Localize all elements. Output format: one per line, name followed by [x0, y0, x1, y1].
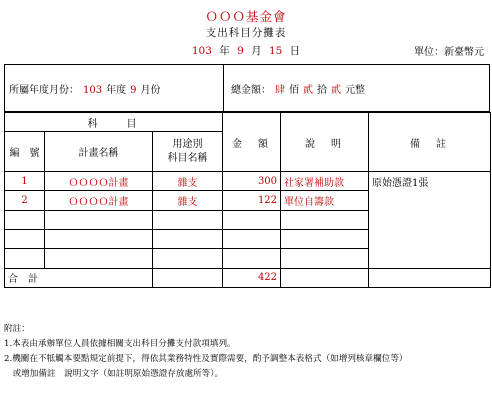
- date-day-unit: 日: [289, 45, 301, 57]
- header-subject: 科 目: [5, 113, 223, 132]
- row-number: 2: [5, 191, 45, 210]
- row-purpose: 雜支: [153, 172, 223, 191]
- header-purpose: [153, 132, 223, 172]
- currency-unit: 單位：新臺幣元: [414, 47, 484, 58]
- info-divider: [223, 65, 224, 111]
- period-month-unit: 月份: [140, 85, 161, 96]
- total-label-cell: 合 計: [5, 268, 153, 287]
- note-line: 1.本表由承辦單位人員依據相關支出科目分攤支付款項填列。: [4, 339, 236, 349]
- row-remarks: 原始憑證1張: [369, 172, 491, 269]
- header-purpose-line2: 科目名稱: [167, 152, 208, 164]
- total-digit-tens: 貳: [303, 85, 313, 96]
- form-title: 支出科目分攤表: [205, 27, 287, 39]
- row-amount: 122: [223, 191, 281, 210]
- total-unit-hundred: 佰: [289, 85, 299, 96]
- row-description: 社家署補助款: [281, 172, 369, 191]
- header-purpose-line1: 用途別: [172, 138, 203, 150]
- row-plan-name: ＯＯＯＯ計畫: [45, 172, 153, 191]
- info-box: [4, 64, 490, 112]
- table-row: [5, 172, 491, 191]
- date-year-unit: 年: [219, 45, 230, 57]
- period-field: [9, 81, 160, 96]
- header-amount: 金 額: [223, 113, 281, 172]
- header-remarks: 備 註: [369, 113, 491, 172]
- total-digit-ones: 貳: [331, 85, 341, 96]
- date-day: 15: [268, 45, 283, 57]
- organization-title: ＯＯＯ基金會: [205, 9, 287, 24]
- header-plan-name: 計畫名稱: [45, 132, 153, 172]
- notes: [4, 322, 488, 382]
- row-plan-name: ＯＯＯＯ計畫: [45, 191, 153, 210]
- row-number: 1: [5, 172, 45, 191]
- total-amount-field: [231, 81, 365, 96]
- total-unit-yuan: 元整: [345, 85, 365, 96]
- note-line: 2.機關在不牴觸本要點規定前提下，得依其業務特性及實際需要，酌予調整本表格式（如增列核章欄位等）: [4, 354, 408, 364]
- period-year: 103: [83, 85, 103, 96]
- notes-heading: 附註：: [4, 324, 30, 334]
- row-description: 單位自籌款: [281, 191, 369, 210]
- total-unit-ten: 拾: [317, 85, 327, 96]
- table-total-row: [5, 268, 491, 287]
- total-amount-cell: 422: [223, 268, 281, 287]
- period-label: 所屬年度月份：: [9, 85, 79, 96]
- date-month: 9: [237, 45, 244, 57]
- row-purpose: 雜支: [153, 191, 223, 210]
- date-month-unit: 月: [251, 45, 262, 57]
- allocation-table: [4, 112, 491, 288]
- total-digit-hundreds: 肆: [275, 85, 285, 96]
- total-label: 總金額：: [231, 85, 271, 96]
- row-amount: 300: [223, 172, 281, 191]
- header-description: 說 明: [281, 113, 369, 172]
- period-year-unit: 年度: [106, 85, 127, 96]
- period-month: 9: [130, 85, 137, 96]
- date-year: 103: [191, 45, 212, 57]
- table-header-row: [5, 113, 491, 132]
- header-number: 編 號: [5, 132, 45, 172]
- note-line: 或增加備註 說明文字（如註明原始憑證存放處所等）。: [4, 369, 224, 379]
